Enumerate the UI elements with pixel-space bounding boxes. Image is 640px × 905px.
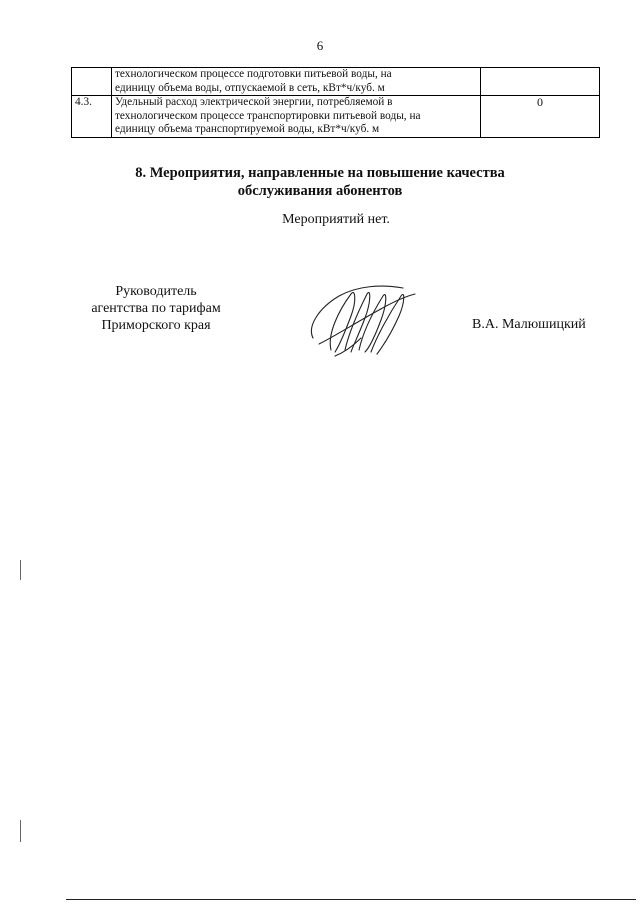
scan-bottom-edge: [66, 899, 636, 900]
description-line: единицу объема воды, отпускаемой в сеть, кВт*ч/куб. м: [115, 81, 385, 94]
description-line: технологическом процессе подготовки питьевой воды, на: [115, 68, 392, 80]
scan-edge-mark: [20, 820, 21, 842]
description-line: единицу объема транспортируемой воды, кВт*ч/куб. м: [115, 123, 380, 136]
signatory-title-line: Приморского края: [101, 318, 211, 333]
description-line: Удельный расход электрической энергии, потребляемой в: [115, 96, 393, 109]
signatory-title-line: агентства по тарифам: [91, 301, 221, 316]
section-body: Мероприятий нет.: [282, 212, 390, 227]
section-heading-line: 8. Мероприятия, направленные на повышение качества: [135, 165, 505, 181]
row-description-cell: [112, 68, 481, 96]
table-row: [72, 68, 600, 96]
row-description-cell: [112, 96, 481, 138]
row-value-cell: [481, 68, 600, 96]
description-line: технологическом процессе транспортировки питьевой воды, на: [115, 109, 421, 122]
section-heading-line: обслуживания абонентов: [237, 183, 403, 199]
indicators-table: [71, 67, 600, 138]
signatory-name: В.А. Малюшицкий: [472, 317, 586, 332]
section-heading: [0, 164, 640, 200]
signatory-title-line: Руководитель: [115, 284, 197, 299]
row-number-cell: 4.3.: [72, 96, 112, 138]
page-number: 6: [316, 38, 324, 53]
handwritten-signature: [305, 280, 420, 360]
row-value-cell: 0: [481, 96, 600, 138]
row-number-cell: [72, 68, 112, 96]
signatory-title: [76, 283, 236, 334]
scan-edge-mark: [20, 560, 21, 580]
table-row: [72, 96, 600, 138]
